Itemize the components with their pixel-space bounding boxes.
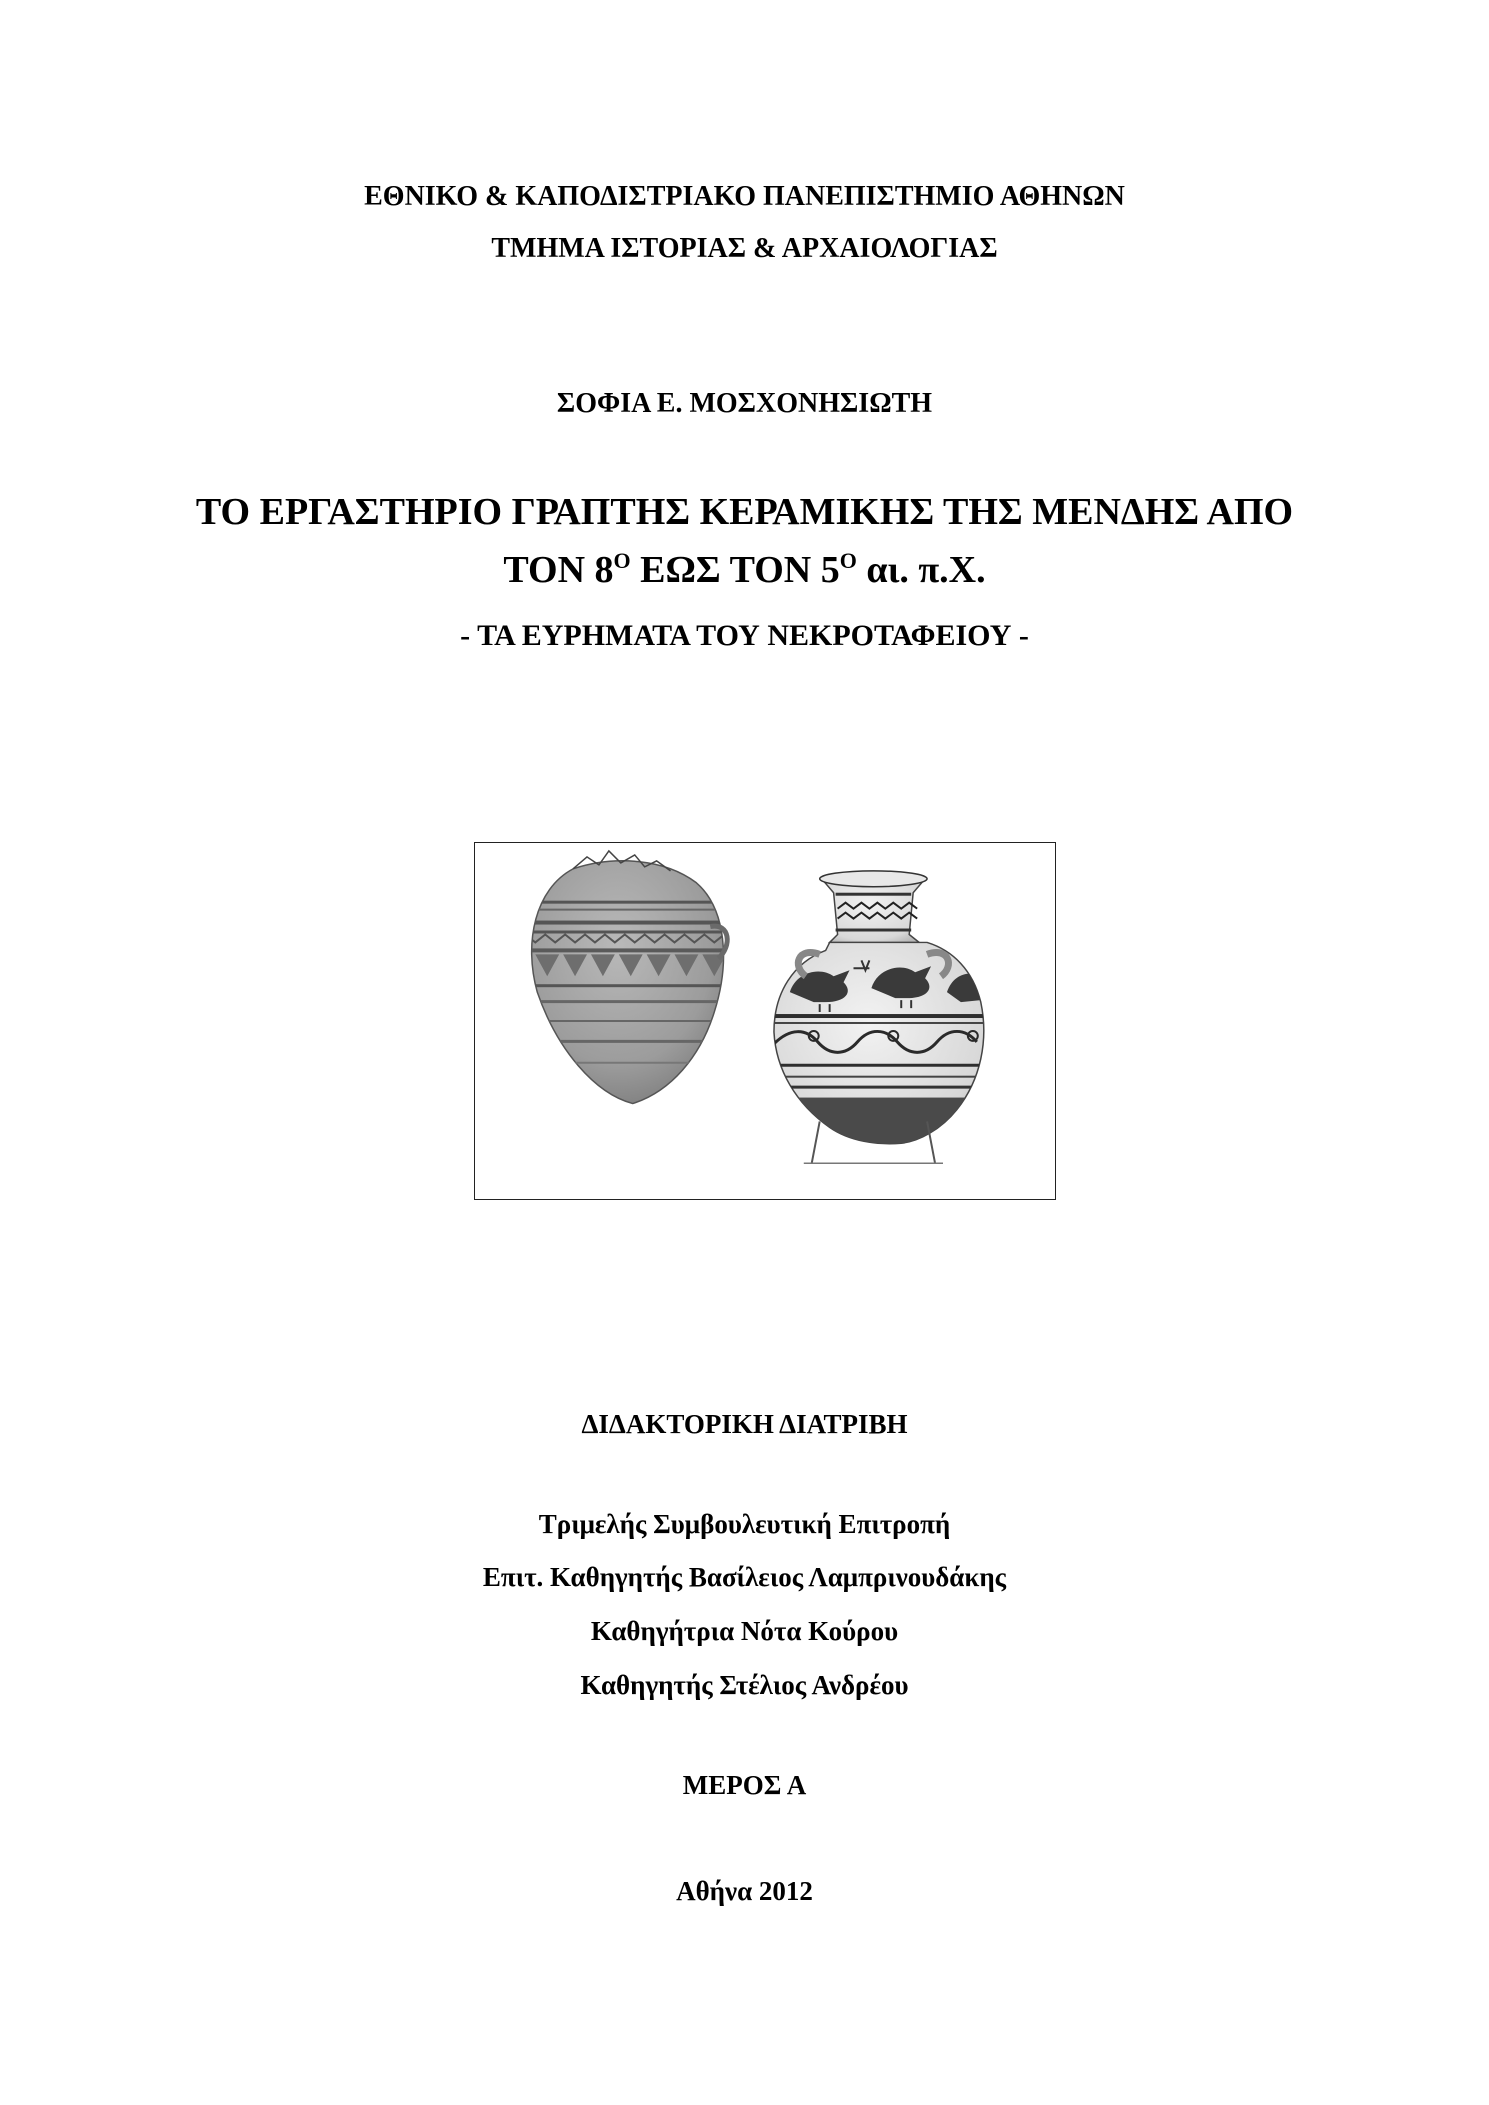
committee-member: Καθηγητής Στέλιος Ανδρέου: [580, 1670, 909, 1700]
committee-heading: Τριμελής Συμβουλευτική Επιτροπή: [538, 1509, 951, 1539]
cover-figure-drawing: [475, 843, 1055, 1199]
painted-amphora-icon: [770, 871, 989, 1163]
part-label: ΜΕΡΟΣ Α: [682, 1770, 807, 1800]
ovoid-amphora-icon: [515, 851, 734, 1104]
author-name: ΣΟΦΙΑ Ε. ΜΟΣΧΟΝΗΣΙΩΤΗ: [556, 388, 933, 419]
title-line-2-part-a: ΤΟΝ 8: [503, 549, 614, 591]
committee-member: Επιτ. Καθηγητής Βασίλειος Λαμπρινουδάκης: [482, 1562, 1007, 1592]
university-name: ΕΘΝΙΚΟ & ΚΑΠΟΔΙΣΤΡΙΑΚΟ ΠΑΝΕΠΙΣΤΗΜΙΟ ΑΘΗΝΩΝ: [364, 181, 1125, 212]
cover-figure: [474, 842, 1056, 1200]
title-line-2-part-c: αι. π.Χ.: [856, 549, 986, 591]
title-superscript-1: Ο: [613, 548, 631, 573]
committee-member: Καθηγήτρια Νότα Κούρου: [590, 1616, 899, 1646]
title-line-2: [0, 548, 1489, 592]
place-and-year: Αθήνα 2012: [676, 1876, 813, 1906]
title-line-2-part-b: ΕΩΣ ΤΟΝ 5: [630, 549, 840, 591]
department-name: ΤΜΗΜΑ ΙΣΤΟΡΙΑΣ & ΑΡΧΑΙΟΛΟΓΙΑΣ: [491, 233, 998, 264]
title-superscript-2: Ο: [839, 548, 857, 573]
thesis-type: ΔΙΔΑΚΤΟΡΙΚΗ ΔΙΑΤΡΙΒΗ: [581, 1409, 908, 1439]
title-line-1: ΤΟ ΕΡΓΑΣΤΗΡΙΟ ΓΡΑΠΤΗΣ ΚΕΡΑΜΙΚΗΣ ΤΗΣ ΜΕΝΔΗΣ ΑΠΟ: [195, 491, 1294, 533]
subtitle: - ΤΑ ΕΥΡΗΜΑΤΑ ΤΟΥ ΝΕΚΡΟΤΑΦΕΙΟΥ -: [460, 619, 1029, 652]
